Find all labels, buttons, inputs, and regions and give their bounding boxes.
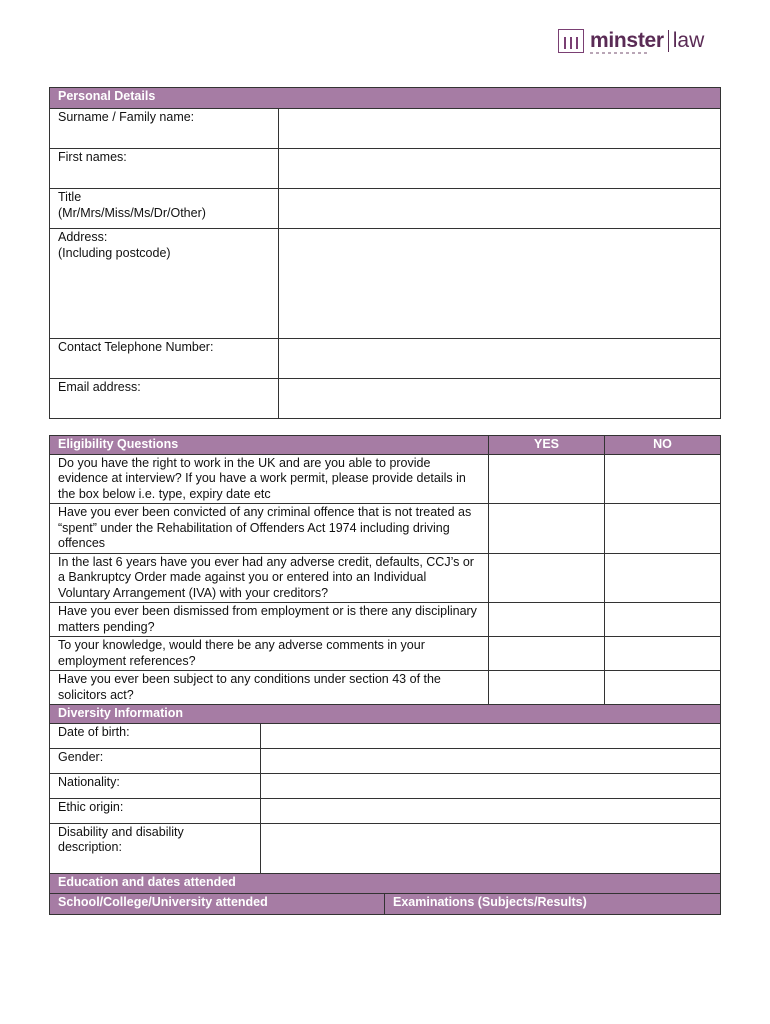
question-convictions: Have you ever been convicted of any criminal offence that is not treated as “spent” under the Rehabilitation of Offenders Act 1974 including driving offences: [50, 504, 489, 554]
eligibility-table: [49, 435, 721, 875]
diversity-header: Diversity Information: [50, 705, 721, 724]
yes-box[interactable]: [489, 671, 605, 705]
yes-box[interactable]: [489, 454, 605, 504]
education-header: Education and dates attended: [50, 874, 721, 894]
no-box[interactable]: [605, 454, 721, 504]
disability-field[interactable]: [261, 823, 721, 874]
question-references: To your knowledge, would there be any adverse comments in your employment references?: [50, 637, 489, 671]
question-right-to-work: Do you have the right to work in the UK and are you able to provide evidence at interview? If you have a work permit, please provide details in the box below i.e. type, expiry date etc: [50, 454, 489, 504]
no-box[interactable]: [605, 671, 721, 705]
gender-field[interactable]: [261, 748, 721, 773]
nationality-field[interactable]: [261, 773, 721, 798]
logo-tagline: [590, 52, 650, 54]
first-names-label: First names:: [50, 149, 279, 189]
logo-mark-icon: [558, 29, 584, 53]
logo-brand: minster: [590, 29, 664, 52]
yes-box[interactable]: [489, 603, 605, 637]
dob-field[interactable]: [261, 723, 721, 748]
question-dismissed: Have you ever been dismissed from employment or is there any disciplinary matters pending?: [50, 603, 489, 637]
email-label: Email address:: [50, 379, 279, 419]
ethnic-origin-label: Ethic origin:: [50, 798, 261, 823]
disability-label: Disability and disability description:: [50, 823, 261, 874]
yes-box[interactable]: [489, 553, 605, 603]
no-box[interactable]: [605, 637, 721, 671]
question-section-43: Have you ever been subject to any conditions under section 43 of the solicitors act?: [50, 671, 489, 705]
dob-label: Date of birth:: [50, 723, 261, 748]
personal-details-table: [49, 87, 721, 419]
no-column-header: NO: [605, 436, 721, 455]
no-box[interactable]: [605, 504, 721, 554]
yes-column-header: YES: [489, 436, 605, 455]
surname-field[interactable]: [279, 109, 721, 149]
education-table: [49, 873, 721, 915]
address-label: Address: (Including postcode): [50, 229, 279, 339]
gender-label: Gender:: [50, 748, 261, 773]
yes-box[interactable]: [489, 637, 605, 671]
first-names-field[interactable]: [279, 149, 721, 189]
no-box[interactable]: [605, 603, 721, 637]
company-logo: [558, 28, 704, 54]
logo-suffix: law: [672, 29, 705, 52]
address-field[interactable]: [279, 229, 721, 339]
school-column-header: School/College/University attended: [50, 894, 385, 915]
nationality-label: Nationality:: [50, 773, 261, 798]
examinations-column-header: Examinations (Subjects/Results): [385, 894, 721, 915]
question-adverse-credit: In the last 6 years have you ever had any adverse credit, defaults, CCJ’s or a Bankruptcy Order made against you or entered into an Individual Voluntary Arrangement (IVA) with your creditors?: [50, 553, 489, 603]
title-field[interactable]: [279, 189, 721, 229]
yes-box[interactable]: [489, 504, 605, 554]
telephone-label: Contact Telephone Number:: [50, 339, 279, 379]
telephone-field[interactable]: [279, 339, 721, 379]
email-field[interactable]: [279, 379, 721, 419]
surname-label: Surname / Family name:: [50, 109, 279, 149]
personal-details-header: Personal Details: [50, 88, 721, 109]
no-box[interactable]: [605, 553, 721, 603]
title-label: Title (Mr/Mrs/Miss/Ms/Dr/Other): [50, 189, 279, 229]
eligibility-header: Eligibility Questions: [50, 436, 489, 455]
ethnic-origin-field[interactable]: [261, 798, 721, 823]
